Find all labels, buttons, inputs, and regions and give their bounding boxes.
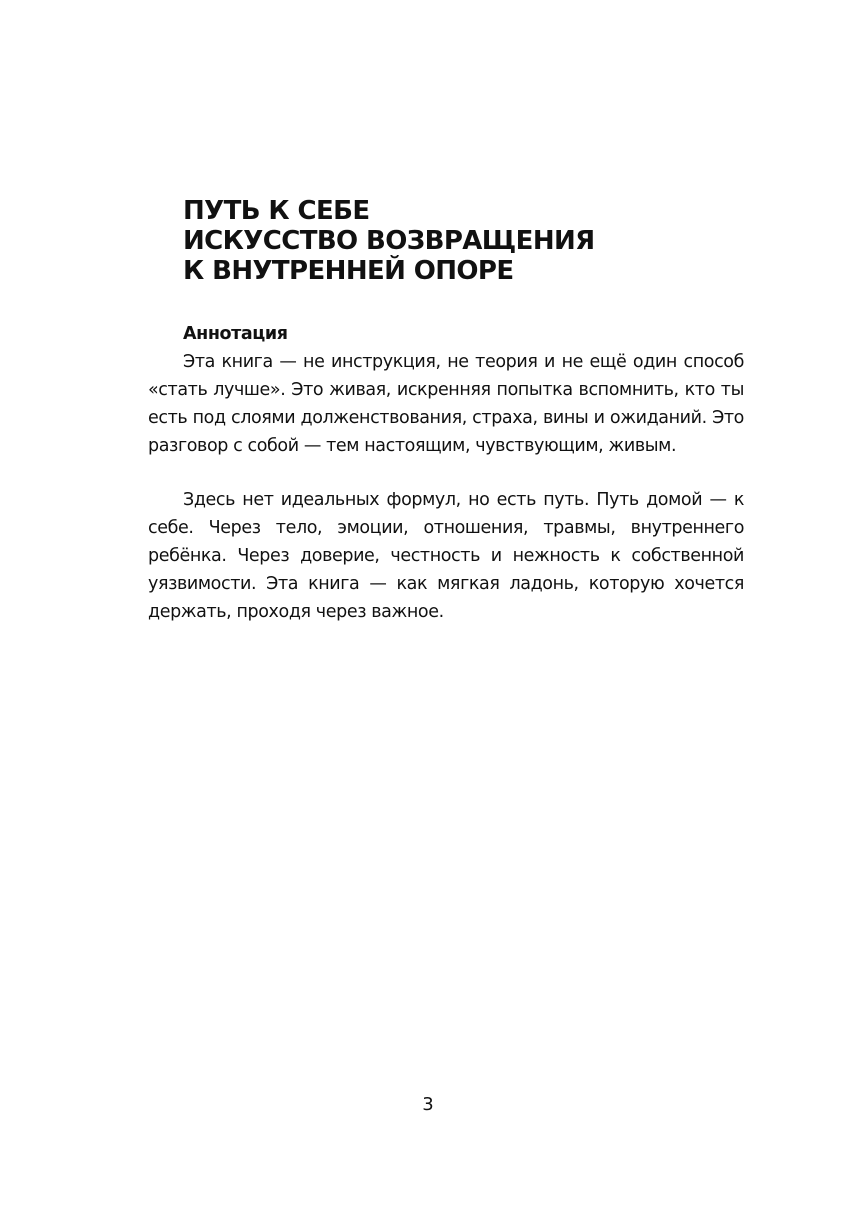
annotation-section — [148, 320, 744, 626]
annotation-paragraph-2: Здесь нет идеальных формул, но есть путь. Путь домой — к себе. Через тело, эмоции, отношения, травмы, внутреннего ребёнка. Через доверие, честность и нежность к собственной уязвимости. Эта книга — как мягкая ладонь, которую хочется держать, проходя через важное. — [148, 490, 744, 622]
title-line-2: ИСКУССТВО ВОЗВРАЩЕНИЯ — [183, 226, 595, 256]
page-number: 3 — [422, 1094, 434, 1115]
title-line-3: К ВНУТРЕННЕЙ ОПОРЕ — [183, 256, 514, 286]
annotation-heading: Аннотация — [183, 324, 288, 344]
title-line-1: ПУТЬ К СЕБЕ — [183, 196, 370, 226]
annotation-paragraph-1: Эта книга — не инструкция, не теория и не ещё один способ «стать лучше». Это живая, искренняя попытка вспомнить, кто ты есть под слоями долженствования, страха, вины и ожиданий. Это разговор с собой — тем настоящим, чувствующим, живым. — [148, 352, 744, 456]
book-title — [183, 196, 763, 286]
